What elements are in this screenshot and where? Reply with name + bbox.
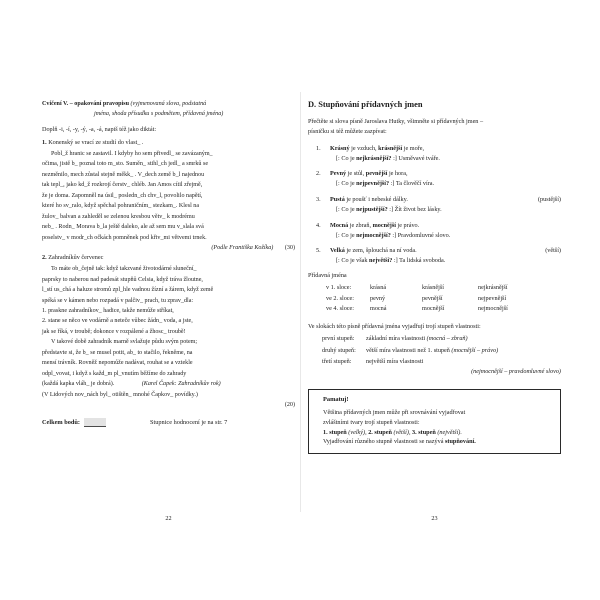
- remember-degree-2: 2. stupeň: [368, 428, 392, 436]
- task-1-line-1: očima, jistě b_ poznal toto m_sto. Suměn_ stihl_ch jedl_ a smrků se: [42, 161, 209, 168]
- task-2-note: (V Lidových nov_nách byl_ otištěn_ mnohé Čapkov_ povídky.): [42, 391, 198, 398]
- task-2-line-5: 2. stane se něco ve vodárně a neteče vůbec žádn_ voda, a jste,: [42, 318, 193, 325]
- step-value-text: největší míra vlastnosti: [366, 357, 424, 365]
- song-item-q-tail: :] Pravdomluvné slovo.: [390, 231, 451, 239]
- task-1-line-2: nezměnilo, mech zůstal stejně měkk_ . V_dech země b_l najednou: [42, 171, 205, 178]
- song-item-adj-comparative: krásnější: [378, 144, 403, 152]
- table-row: [326, 304, 508, 315]
- song-item-adj-superlative: největší?: [369, 257, 393, 265]
- step-value-example: (mocnější – právo): [451, 346, 499, 354]
- task-1-line-7: neb_ . Rodn_ Morava b_la ještě daleko, ale až sem mu v_slala svá: [42, 224, 204, 231]
- task-2-number: 2.: [42, 254, 47, 262]
- task-1-line-5: které ho sv_ralo, když spěchal pohraničním_ stezkam_. Klesl na: [42, 203, 200, 210]
- steps-table: [322, 334, 498, 368]
- song-item: [308, 246, 561, 266]
- song-item-number: 4.: [316, 221, 321, 229]
- song-item-adj-positive: Krásný: [330, 144, 350, 152]
- remember-line-4: Vyjadřování různého stupně vlastnosti se nazývá: [323, 438, 445, 446]
- song-item-q-tail: :] Ta lidská svoboda.: [392, 257, 446, 265]
- table-row: [322, 345, 498, 356]
- task-2-line-0: To máte ob_čejně tak: když takzvané životodárné sluneční_: [51, 266, 197, 273]
- step-key: druhý stupeň:: [322, 346, 356, 354]
- step-key: třetí stupeň:: [322, 357, 352, 365]
- song-item-line-2: [330, 205, 561, 215]
- task-2-line-2: l_stí us_chá a haluze stromů zpl_hle vadnou žízní a žárem, když země: [42, 287, 214, 294]
- section-lead: [308, 117, 561, 137]
- exercise-heading-text: Cvičení V. – opakování pravopisu: [42, 101, 129, 107]
- song-item: [308, 144, 561, 164]
- song-item-q-tail: :] Ta člověčí víra.: [389, 180, 435, 188]
- exercise-heading: [42, 100, 295, 109]
- remember-line-2: zvláštními tvary trojí stupeň vlastnosti:: [323, 418, 420, 426]
- degrees-positive: krásná: [370, 283, 387, 291]
- steps-tail-example: (nejmocnější – pravdomluvné slovo): [471, 368, 561, 376]
- adjectives-label: Přídavná jména: [308, 272, 347, 280]
- step-value-text: větší míra vlastnosti než 1. stupeň: [366, 346, 452, 354]
- degrees-comparative: mocnější: [422, 305, 445, 313]
- task-1-line-8: poselstv_ v modr_ch očkách pomněnek pod křiv_mi větvemi trnek.: [42, 234, 207, 241]
- song-item-adj-positive: Mocná: [330, 221, 349, 229]
- degrees-comparative: pevnější: [422, 294, 443, 302]
- song-item-q-pre: [: Co je: [336, 231, 357, 239]
- degrees-table: [326, 282, 508, 314]
- song-item-mid: je vzduch,: [349, 144, 379, 152]
- song-item: [308, 195, 561, 215]
- table-row: [322, 334, 498, 345]
- table-row: [326, 293, 508, 304]
- task-2-line-7: V takové době zahradník marně svlažuje půdu svým potem;: [51, 339, 198, 346]
- song-item-mid: je poušť i nebeské dálky.: [344, 195, 408, 203]
- song-item-q-pre: [: Co je: [336, 206, 357, 213]
- section-lead-line-2: písničku si též můžete zazpívat:: [308, 127, 387, 135]
- song-item-mid: je stůl,: [346, 170, 366, 178]
- song-item-q-tail: :] Usměvavé tváře.: [391, 154, 440, 162]
- task-1-citation: [42, 243, 295, 253]
- step-value-example: (mocná – zbraň): [426, 335, 468, 343]
- song-item-line-2: [330, 179, 561, 189]
- degrees-positive: mocná: [370, 305, 387, 313]
- task-2-line-4: 1. praskne zahradníkov_ hadice, takže nemůže stříkat,: [42, 308, 174, 314]
- task-1-title: Konenský se vrací ze studií do vlast_ .: [48, 138, 144, 146]
- song-item-q-pre: [: Co je: [336, 154, 357, 162]
- task-1-citation-text: (Podle Františka Kožíka): [211, 244, 274, 251]
- degrees-superlative: nejkrásnější: [478, 283, 508, 291]
- song-item-number: 1.: [316, 144, 321, 152]
- section-lead-line-1: Přečtěte si slova písně Jaroslava Hutky, všimněte si přídavných jmen –: [308, 117, 484, 125]
- task-1-number: 1.: [42, 138, 47, 146]
- step-value: [366, 334, 498, 345]
- remember-body: [316, 408, 553, 448]
- remember-line-1: Většina přídavných jmen může při srovnávání vyjadřovat: [323, 408, 466, 416]
- degrees-comparative: krásnější: [422, 283, 444, 291]
- right-page-number: 23: [431, 515, 438, 522]
- song-item-number: 3.: [316, 195, 321, 203]
- fill-in-instruction: Doplň -i, -í, -y, -ý, -a, -á, napiš též jako diktát:: [42, 125, 157, 133]
- song-item-alt: (pustější): [537, 195, 561, 203]
- degrees-stanza: v 1. sloce:: [326, 283, 352, 291]
- task-1-heading: [42, 138, 295, 147]
- remember-degree-3: 3. stupeň: [412, 428, 436, 436]
- remember-degree-1-example: (velký),: [348, 428, 367, 436]
- score-row: [42, 418, 295, 427]
- remember-title: Pamatuj!: [323, 396, 349, 404]
- task-1-line-0: Pobl_ž hranic se zastavil. I kdyby ho sem přivedl_ se zavázaným_: [51, 150, 213, 157]
- degrees-superlative: nejpevnější: [478, 294, 507, 302]
- song-item-alt: (větší): [545, 247, 561, 255]
- song-item-tail: je hora,: [387, 170, 408, 178]
- task-2-line-11-text: (každá kapka vláh_ je dobrá).: [42, 381, 115, 388]
- task-2-line-10: odpl_vovat, i když s každ_m pl_vnutím běžíme do zahrady: [42, 370, 187, 377]
- score-input-box[interactable]: [84, 418, 106, 427]
- song-list: [308, 144, 561, 266]
- song-item-q-tail: :] Žít život bez lásky.: [387, 206, 442, 213]
- song-item-line-2: [330, 256, 561, 266]
- table-row: [326, 282, 508, 293]
- song-item-adj-comparative: pevnější: [365, 170, 388, 178]
- song-item-tail: je právo.: [396, 221, 420, 229]
- remember-degree-2-example: (větší),: [393, 428, 411, 436]
- song-item-q-pre: [: Co je: [336, 180, 357, 188]
- degrees-stanza: ve 4. sloce:: [326, 305, 355, 313]
- section-heading: D. Stupňování přídavných jmen: [308, 100, 423, 109]
- remember-degree-3-example: (největší).: [437, 428, 462, 436]
- song-item-mid: je zem, šplouchá na ní voda.: [344, 247, 417, 255]
- remember-term: stupňování.: [445, 438, 476, 446]
- song-item-number: 2.: [316, 170, 321, 178]
- step-key: první stupeň:: [322, 335, 355, 343]
- song-item-adj-superlative: nejkrásnější?: [356, 154, 392, 162]
- step-value: [366, 356, 498, 367]
- page-gutter: [300, 92, 301, 512]
- exercise-heading-italic: (vyjmenovaná slova, podstatná: [130, 101, 207, 107]
- degrees-explanation: Ve slokách této písně přídavná jména vyjadřují trojí stupeň vlastnosti:: [308, 322, 481, 330]
- song-item-q-pre: [: Co je však: [336, 257, 369, 265]
- task-2-citation: (Karel Čapek: Zahradníkův rok): [141, 381, 221, 388]
- step-value-text: základní míra vlastnosti: [366, 335, 427, 343]
- exercise-subline: jména, shoda přísudku s podmětem, přídavná jména): [94, 110, 224, 117]
- task-2-line-9: mensí trávník. Rovněž nepomůže nadávat, rouhat se a vztekle: [42, 360, 193, 367]
- left-page: [42, 100, 295, 522]
- task-2-points: (20): [284, 402, 295, 409]
- song-item-line-2: [330, 154, 561, 164]
- song-item-line-2: [330, 231, 561, 241]
- task-2-title: Zahradníkův červenec: [48, 254, 104, 262]
- song-item-adj-superlative: nejpustější?: [356, 206, 388, 213]
- right-page: [308, 100, 561, 522]
- song-item-mid: je zbraň,: [348, 221, 373, 229]
- task-2-heading: [42, 253, 295, 262]
- song-item-adj-superlative: nejpevnější?: [356, 180, 390, 188]
- song-item-adj-positive: Velká: [330, 247, 345, 255]
- task-1-line-6: žulov_ balvan a zahleděl se zelenou kresbou větv_ k modrému: [42, 213, 195, 220]
- task-2-line-8: představte si, že b_ se musel potit, ab_ to stačilo, řekněme, na: [42, 349, 193, 356]
- task-1-points: (30): [284, 244, 295, 251]
- task-1-line-3: tak tepl_, jako kd_ž rozkrojí čerstv_ chléb. Jan Amos cítil zřejmě,: [42, 182, 203, 189]
- task-2-line-1: paprsky to naberou nad padesát stupňů Celsia, když tráva žloutne,: [42, 276, 203, 283]
- song-item-adj-positive: Pustá: [330, 195, 345, 203]
- score-label: Celkem bodů:: [42, 418, 80, 426]
- degrees-stanza: ve 2. sloce:: [326, 294, 355, 302]
- degrees-superlative: nejmocnější: [478, 305, 508, 313]
- remember-box: [308, 389, 561, 454]
- song-item-adj-superlative: nejmocnější?: [356, 231, 391, 239]
- remember-degree-1: 1. stupeň: [323, 428, 347, 436]
- song-item-adj-positive: Pevný: [330, 170, 347, 178]
- task-2-line-11: [42, 379, 295, 389]
- task-2-line-3: spéká se v kámen nebo rozpadá v palčiv_ prach, tu zprav_dla:: [42, 297, 194, 304]
- song-item-adj-comparative: mocnější: [372, 221, 396, 229]
- score-scale-note: Stupnice hodnocení je na str. 7: [149, 418, 228, 426]
- left-page-number: 22: [165, 515, 172, 522]
- song-item-tail: je moře,: [402, 144, 425, 152]
- table-row: [322, 356, 498, 367]
- task-2-line-6: jak se říká, v troubě; dokonce v rozpálené a žhosc_ troubě!: [42, 328, 186, 335]
- song-item-number: 5.: [316, 247, 321, 255]
- degrees-positive: pevný: [370, 294, 386, 302]
- song-item: [308, 169, 561, 189]
- step-value: [366, 345, 498, 356]
- task-1-line-4: že je doma. Zapomněl na úsil_ posledn_ch chv_l, povolilo napětí,: [42, 192, 203, 199]
- song-item: [308, 221, 561, 241]
